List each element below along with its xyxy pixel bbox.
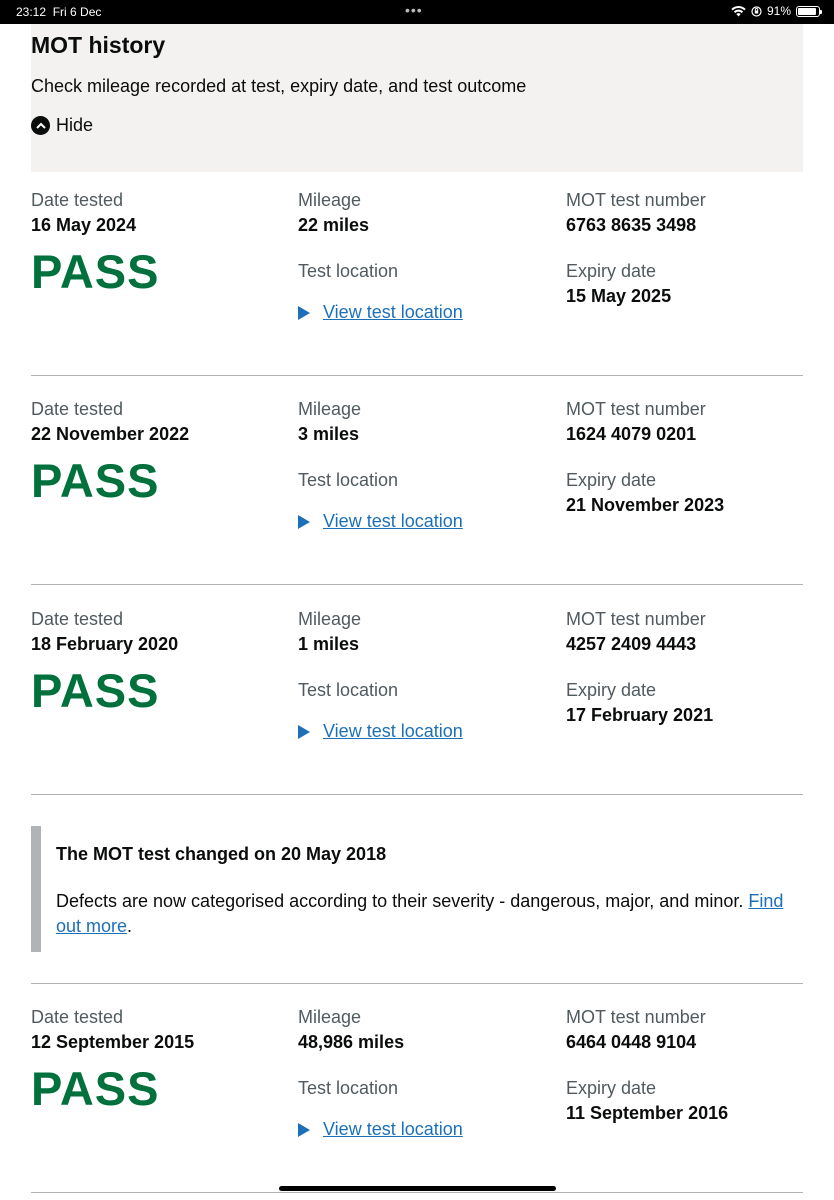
section-description: Check mileage recorded at test, expiry date, and test outcome [31, 76, 527, 96]
mileage-value: 48,986 miles [298, 1032, 405, 1052]
multitasking-dots[interactable]: ••• [405, 2, 423, 18]
view-test-location-link[interactable]: View test location [323, 721, 463, 741]
test-number-label: MOT test number [566, 1007, 706, 1027]
test-location-label: Test location [298, 470, 399, 490]
mot-test-record [31, 587, 803, 795]
expiry-date-label: Expiry date [566, 261, 657, 281]
date-tested-value: 18 February 2020 [31, 634, 179, 654]
mileage-value: 1 miles [298, 634, 360, 654]
find-out-more-link[interactable]: Find out more [56, 891, 784, 936]
view-test-location-link[interactable]: View test location [323, 511, 463, 531]
view-test-location-link[interactable]: View test location [323, 302, 463, 322]
notice-text: Defects are now categorised according to their severity - dangerous, major, and minor. [56, 891, 744, 911]
mot-test-record [31, 377, 803, 585]
triangle-right-icon [298, 515, 310, 529]
pass-result: PASS [31, 245, 160, 298]
section-title: MOT history [31, 32, 166, 58]
expiry-date-label: Expiry date [566, 470, 657, 490]
triangle-right-icon [298, 725, 310, 739]
pass-result: PASS [31, 664, 160, 717]
expiry-date-value: 17 February 2021 [566, 705, 714, 725]
test-number-value: 6464 0448 9104 [566, 1032, 697, 1052]
date-tested-label: Date tested [31, 190, 124, 210]
date-tested-label: Date tested [31, 609, 124, 629]
view-test-location-toggle[interactable] [298, 302, 463, 323]
hide-label: Hide [56, 115, 94, 135]
expiry-date-label: Expiry date [566, 680, 657, 700]
mot-test-record [31, 168, 803, 376]
view-test-location-link[interactable]: View test location [323, 1119, 463, 1139]
expiry-date-label: Expiry date [566, 1078, 657, 1098]
date-tested-value: 16 May 2024 [31, 215, 137, 235]
expiry-date-value: 11 September 2016 [566, 1103, 729, 1123]
mileage-label: Mileage [298, 399, 362, 419]
mileage-label: Mileage [298, 609, 362, 629]
home-indicator[interactable] [279, 1186, 556, 1191]
test-number-label: MOT test number [566, 609, 706, 629]
pass-result: PASS [31, 1062, 160, 1115]
test-number-label: MOT test number [566, 399, 706, 419]
test-number-value: 6763 8635 3498 [566, 215, 697, 235]
battery-percent: 91% [766, 4, 791, 18]
triangle-right-icon [298, 306, 310, 320]
notice-suffix: . [127, 916, 133, 936]
expiry-date-value: 21 November 2023 [566, 495, 725, 515]
mileage-label: Mileage [298, 190, 362, 210]
status-right [731, 4, 820, 18]
test-number-value: 1624 4079 0201 [566, 424, 697, 444]
notice-body [56, 889, 796, 939]
notice-title: The MOT test changed on 20 May 2018 [56, 844, 387, 864]
battery-icon [796, 6, 820, 17]
test-location-label: Test location [298, 680, 399, 700]
test-number-label: MOT test number [566, 190, 706, 210]
date-tested-label: Date tested [31, 1007, 124, 1027]
mileage-value: 22 miles [298, 215, 370, 235]
mileage-label: Mileage [298, 1007, 362, 1027]
status-time: 23:12 Fri 6 Dec [16, 5, 102, 19]
expiry-date-value: 15 May 2025 [566, 286, 672, 306]
wifi-icon [731, 5, 746, 17]
mot-history-summary [31, 24, 803, 172]
section-divider [31, 983, 803, 984]
test-location-label: Test location [298, 1078, 399, 1098]
status-bar [0, 0, 834, 24]
view-test-location-toggle[interactable] [298, 721, 463, 742]
date-tested-value: 12 September 2015 [31, 1032, 195, 1052]
test-location-label: Test location [298, 261, 399, 281]
date-tested-label: Date tested [31, 399, 124, 419]
mot-test-record [31, 985, 803, 1193]
mot-change-notice [31, 826, 803, 952]
pass-result: PASS [31, 454, 160, 507]
view-test-location-toggle[interactable] [298, 511, 463, 532]
triangle-right-icon [298, 1123, 310, 1137]
hide-toggle[interactable] [31, 115, 93, 136]
view-test-location-toggle[interactable] [298, 1119, 463, 1140]
test-number-value: 4257 2409 4443 [566, 634, 697, 654]
chevron-up-icon [31, 116, 50, 135]
date-tested-value: 22 November 2022 [31, 424, 190, 444]
mileage-value: 3 miles [298, 424, 360, 444]
orientation-lock-icon [751, 6, 762, 17]
